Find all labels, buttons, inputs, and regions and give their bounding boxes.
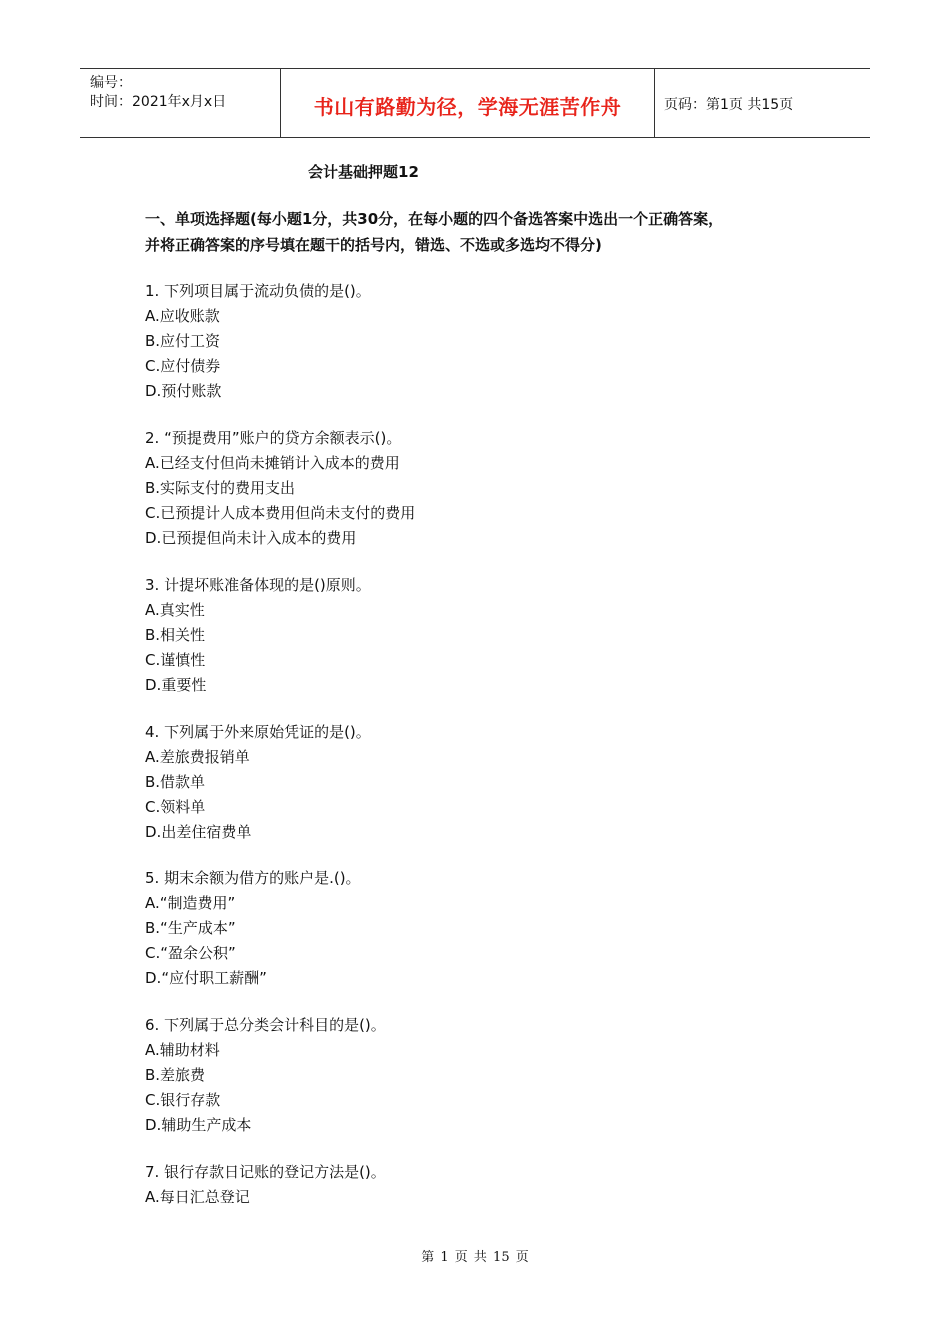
question-6 [145,1013,386,1138]
option-a: A.差旅费报销单 [145,748,250,766]
option-d: D.已预提但尚未计入成本的费用 [145,529,357,547]
question-text: 6. 下列属于总分类会计科目的是()。 [145,1016,386,1034]
option-d: D.重要性 [145,676,207,694]
motto: 书山有路勤为径，学海无涯苦作舟 [313,95,622,119]
option-d: D.辅助生产成本 [145,1116,252,1134]
document-title: 会计基础押题12 [308,163,419,181]
option-c: C.领料单 [145,798,206,816]
section-heading [145,206,825,258]
option-a: A.应收账款 [145,307,220,325]
page-label: 页码：第1页 共15页 [664,97,794,113]
question-text: 2. “预提费用”账户的贷方余额表示()。 [145,429,402,447]
section-line-1: 一、单项选择题(每小题1分，共30分，在每小题的四个备选答案中选出一个正确答案， [145,210,724,228]
option-b: B.实际支付的费用支出 [145,479,296,497]
question-text: 5. 期末余额为借方的账户是.()。 [145,869,361,887]
option-d: D.预付账款 [145,382,222,400]
option-b: B.“生产成本” [145,919,236,937]
page-header [80,68,870,138]
option-c: C.“盈余公积” [145,944,236,962]
header-left-cell [80,69,280,137]
question-text: 4. 下列属于外来原始凭证的是()。 [145,723,371,741]
header-motto-cell [280,69,655,137]
option-b: B.差旅费 [145,1066,206,1084]
option-b: B.应付工资 [145,332,221,350]
option-d: D.出差住宿费单 [145,823,252,841]
header-right-cell [654,69,870,137]
option-a: A.“制造费用” [145,894,236,912]
question-text: 7. 银行存款日记账的登记方法是()。 [145,1163,386,1181]
option-c: C.谨慎性 [145,651,206,669]
section-line-2: 并将正确答案的序号填在题干的括号内，错选、不选或多选均不得分) [145,236,602,254]
option-c: C.已预提计人成本费用但尚未支付的费用 [145,504,416,522]
option-b: B.借款单 [145,773,206,791]
option-d: D.“应付职工薪酬” [145,969,267,987]
number-label: 编号： [90,75,132,91]
time-label: 时间：2021年x月x日 [90,94,227,110]
option-a: A.每日汇总登记 [145,1188,250,1206]
option-c: C.应付债券 [145,357,221,375]
question-2 [145,426,415,551]
question-text: 1. 下列项目属于流动负债的是()。 [145,282,371,300]
option-b: B.相关性 [145,626,206,644]
question-5 [145,866,361,991]
question-7 [145,1160,386,1210]
page-footer: 第 1 页 共 15 页 [421,1250,529,1265]
option-a: A.辅助材料 [145,1041,220,1059]
option-a: A.真实性 [145,601,205,619]
option-a: A.已经支付但尚未摊销计入成本的费用 [145,454,400,472]
question-3 [145,573,371,698]
question-text: 3. 计提坏账准备体现的是()原则。 [145,576,371,594]
question-4 [145,720,371,845]
option-c: C.银行存款 [145,1091,221,1109]
question-1 [145,279,371,404]
